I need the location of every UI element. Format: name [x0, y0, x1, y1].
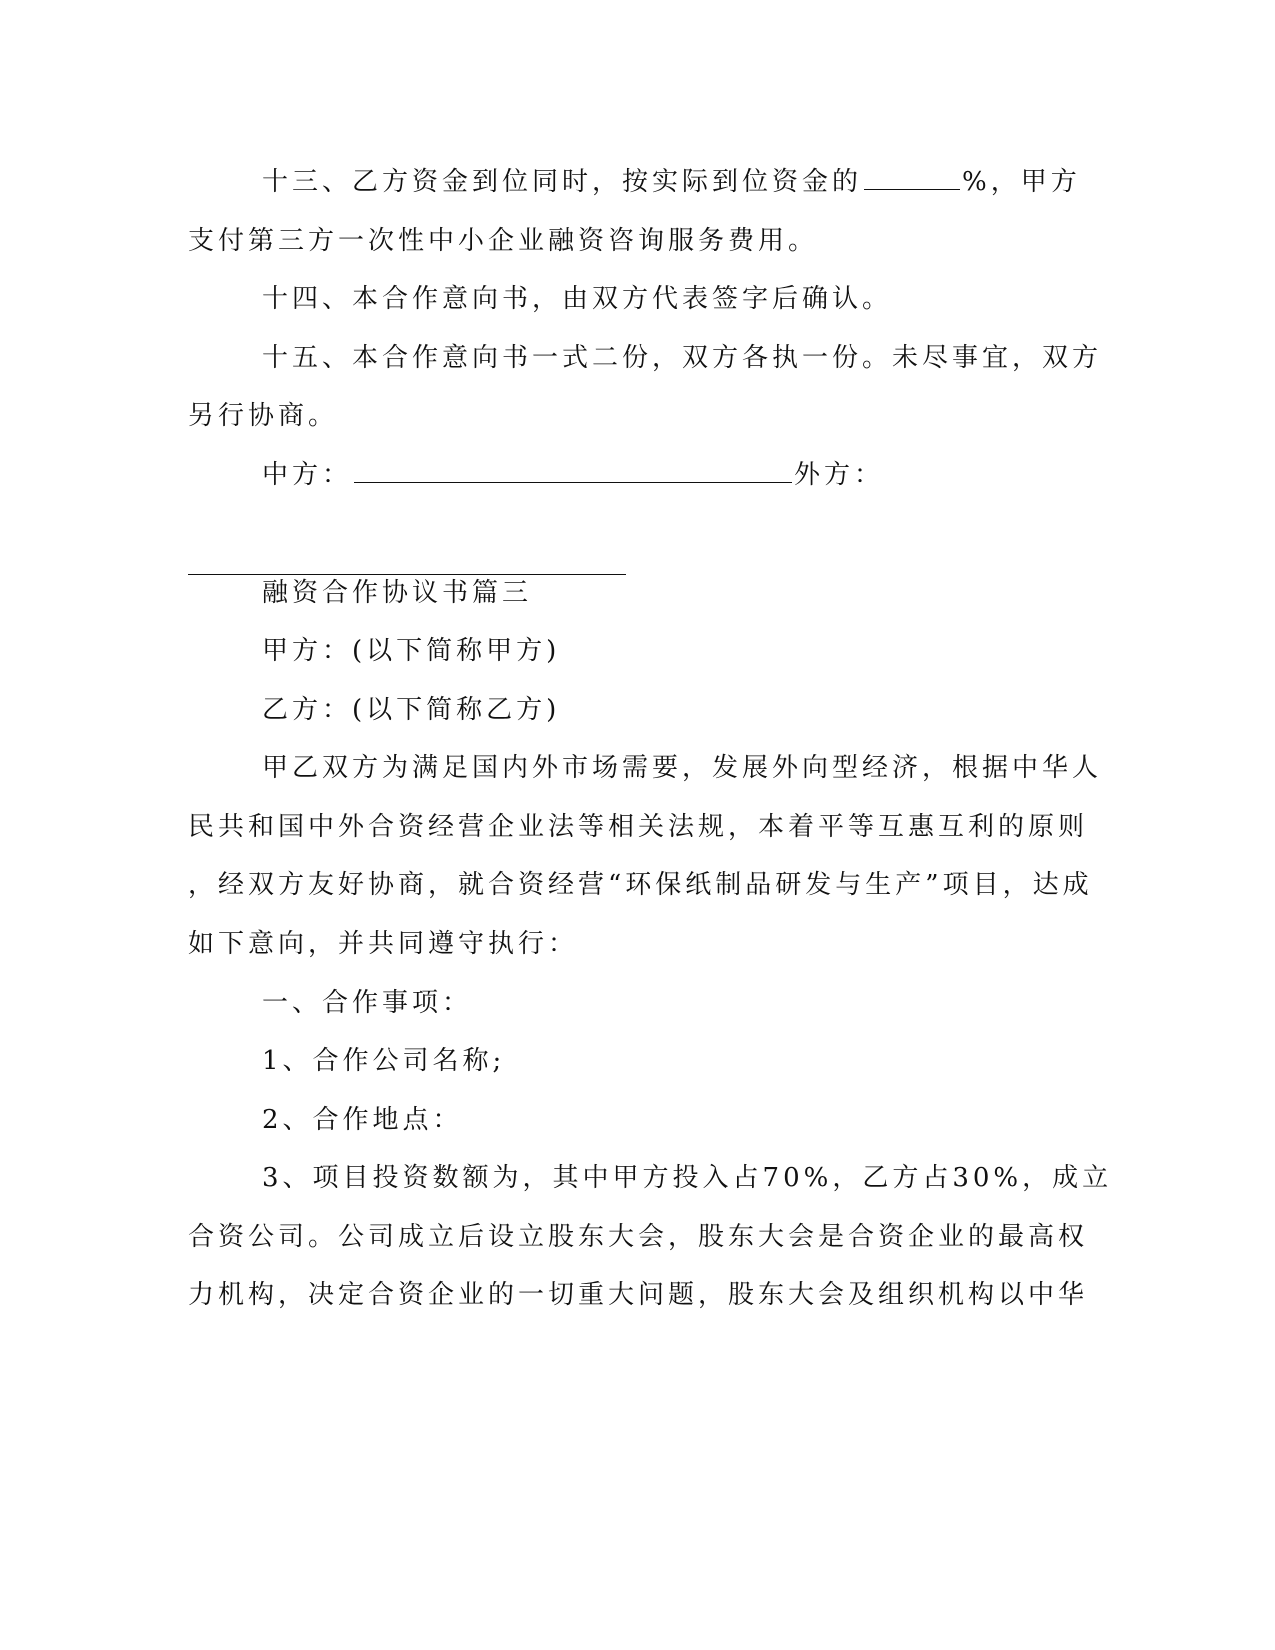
section-title: 融资合作协议书篇三 [262, 578, 533, 608]
cooperation-heading: 一、合作事项： [262, 988, 473, 1018]
intro-line-4: 如下意向，并共同遵守执行： [188, 929, 579, 959]
clause-13-line-1 [262, 164, 1081, 200]
clause-15-line-1: 十五、本合作意向书一式二份，双方各执一份。未尽事宜，双方 [262, 343, 1103, 373]
chinese-party-signature-blank [354, 458, 792, 483]
percentage-blank [864, 165, 960, 190]
party-b: 乙方：(以下简称乙方) [262, 695, 561, 725]
clause-15-line-2: 另行协商。 [188, 401, 339, 431]
intro-line-3: ，经双方友好协商，就合资经营“环保纸制品研发与生产”项目，达成 [188, 870, 1093, 900]
item-investment-line-1: 3、项目投资数额为，其中甲方投入占70%，乙方占30%，成立 [262, 1163, 1113, 1193]
party-a: 甲方：(以下简称甲方) [262, 636, 561, 666]
clause-13-line-2: 支付第三方一次性中小企业融资咨询服务费用。 [188, 226, 819, 256]
clause-13-text-b: %，甲方 [962, 167, 1081, 197]
item-location: 2、合作地点： [262, 1105, 463, 1135]
clause-14: 十四、本合作意向书，由双方代表签字后确认。 [262, 284, 893, 314]
intro-line-2: 民共和国中外合资经营企业法等相关法规，本着平等互惠互利的原则 [188, 812, 1089, 842]
intro-line-1: 甲乙双方为满足国内外市场需要，发展外向型经济，根据中华人 [262, 753, 1103, 783]
item-investment-line-3: 力机构，决定合资企业的一切重大问题，股东大会及组织机构以中华 [188, 1280, 1089, 1310]
clause-13-text-a: 十三、乙方资金到位同时，按实际到位资金的 [262, 167, 863, 197]
item-investment-line-2: 合资公司。公司成立后设立股东大会，股东大会是合资企业的最高权 [188, 1222, 1089, 1252]
signature-line [262, 457, 884, 493]
item-company-name: 1、合作公司名称; [262, 1046, 506, 1076]
chinese-party-label: 中方： [262, 460, 353, 490]
foreign-party-label: 外方： [794, 460, 885, 490]
